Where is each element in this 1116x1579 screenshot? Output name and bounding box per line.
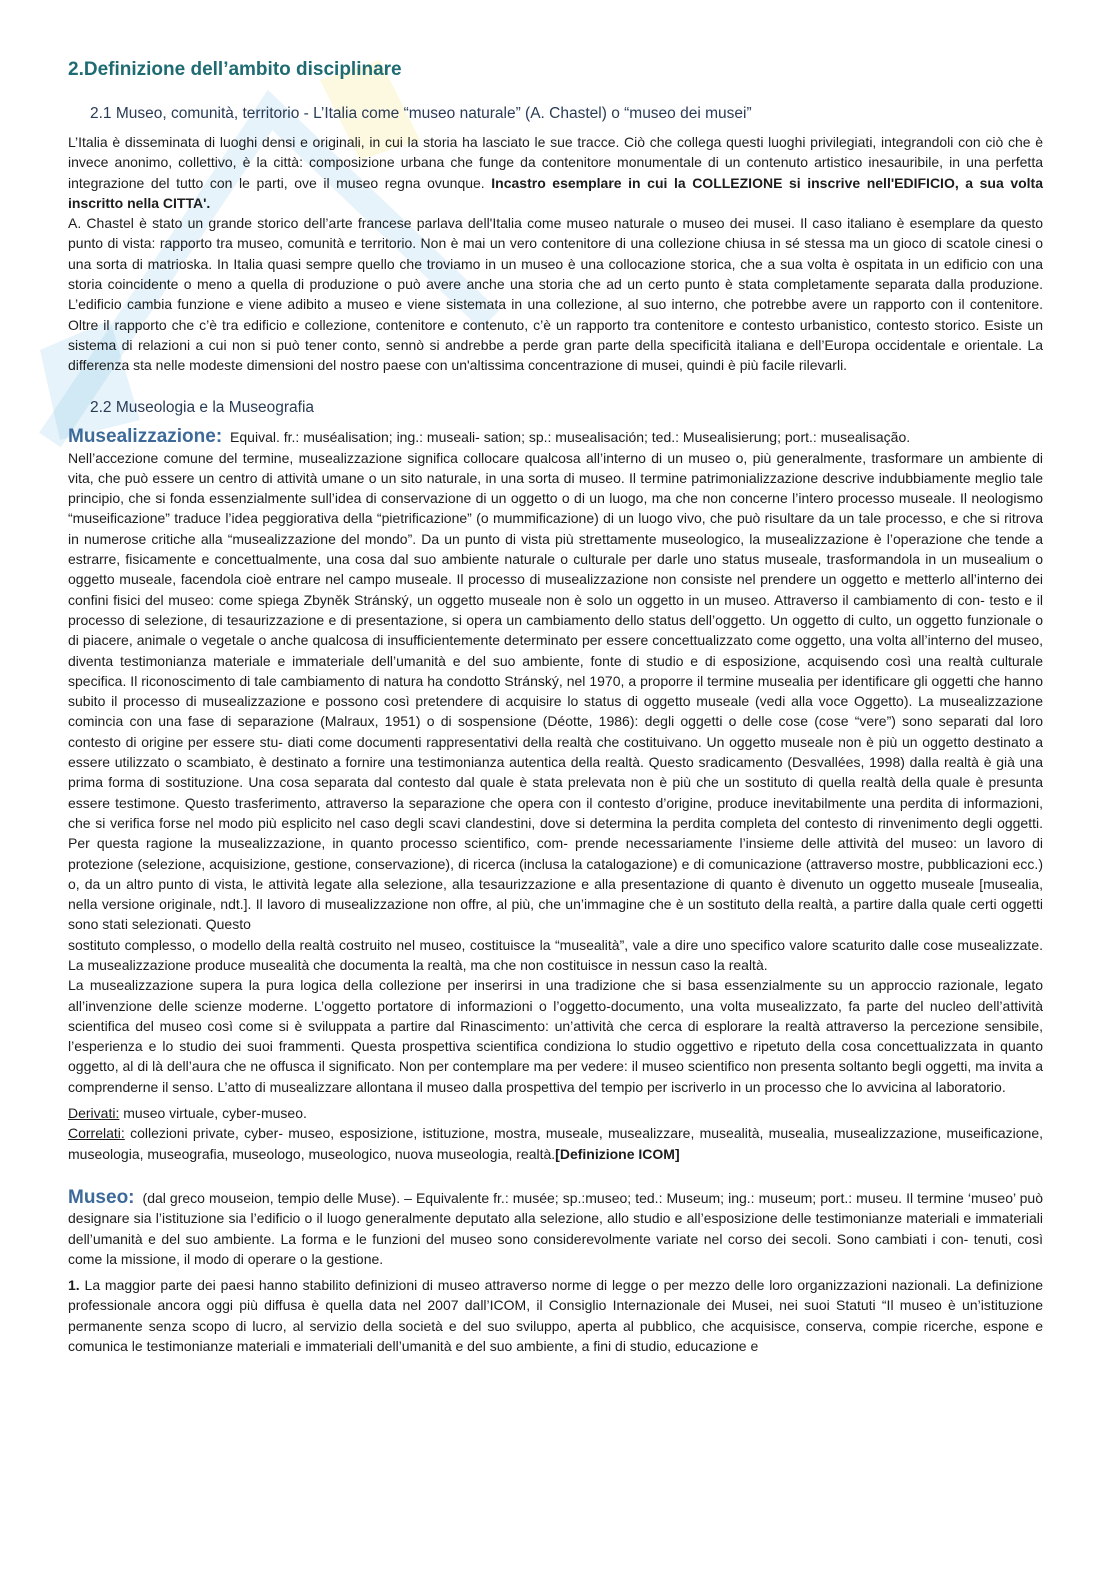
section-title: 2.Definizione dell’ambito disciplinare <box>68 59 402 80</box>
subsection-title-museo-comunita: 2.1 Museo, comunità, territorio - L’Italia come “museo naturale” (A. Chastel) o “museo dei musei” <box>90 105 752 122</box>
subsection-title-museologia: 2.2 Museologia e la Museografia <box>90 398 315 416</box>
museo-definition-text: (dal greco mouseion, tempio delle Muse). – Equivalente fr.: musée; sp.:museo; ted.: Museum; ing.: museum; port.: museu. Il termine ‘museo’ può designare sia l’istituzione sia l’edificio o il luogo generalmente deputato alla selezione, allo studio e all’esposizione delle testimonianze materiali e immateriali dell’umanità e del suo ambiente. La forma e le funzioni del museo sono considerevolmente variate nel corso dei secoli. Sono cambiati i con- tenuti, così come la missione, il modo di operare o la gestione. <box>68 1189 1043 1267</box>
paragraph-museo-point-1 <box>68 1275 1043 1356</box>
point-1-text: La maggior parte dei paesi hanno stabilito definizioni di museo attraverso norme di legge o per mezzo delle loro organizzazioni nazionali. La definizione professionale ancora oggi più diffusa è quella data nel 2007 dall’ICOM, il Consiglio Internazionale dei Musei, nei suoi Statuti “Il museo è un’istituzione permanente senza scopo di lucro, al servizio della società e del suo sviluppo, aperta al pubblico, che acquisisce, conserva, compie ricerche, espone e comunica le testimonianze materiali e immateriali dell’umanità e del suo ambiente, a fini di studio, educazione e <box>68 1277 1044 1355</box>
document-page <box>68 58 1043 1356</box>
correlati-text: collezioni private, cyber- museo, esposizione, istituzione, mostra, museale, musealizzare, musealità, musealia, musealizzazione, museificazione, museologia, museografia, museologo, museologico, nuova museologia, realtà. <box>68 1125 1044 1162</box>
paragraph-musealizzazione-3: La musealizzazione supera la pura logica della collezione per inserirsi in una tradizione che si basa essenzialmente su un approccio razionale, legato all’invenzione delle scienze moderne. L’oggetto portatore di informazioni o l’oggetto-documento, una volta musealizzato, fa parte del nucleo dell’attività scientifica del museo così come si è sviluppata a partire dal Rinascimento: un’attività che cerca di esplorare la realtà attraverso la percezione sensibile, l’esperienza e lo studio dei suoi frammenti. Questa prospettiva scientifica condiziona lo studio oggettivo e ripetuto della cosa concettualizzata in quanto oggetto, al di là dell’aura che ne offusca il significato. Non per contemplare ma per vedere: il museo scientifico non presenta soltanto begli oggetti, ma invita a comprenderne il senso. L’atto di musealizzare allontana il museo dalla prospettiva del tempio per iscriverlo in un processo che lo avvicina al laboratorio. <box>68 977 1043 1095</box>
musealizzazione-header <box>68 426 1043 448</box>
term-musealizzazione: Musealizzazione: <box>68 425 223 447</box>
musealizzazione-equivalents: Equival. fr.: muséalisation; ing.: museali- sation; sp.: musealisación; ted.: Musealisierung; port.: musealisação. <box>230 428 911 445</box>
paragraph-museo-definition <box>68 1188 1043 1269</box>
paragraph-chastel: A. Chastel è stato un grande storico dell’arte francese parlava dell'Italia come museo naturale o museo dei musei. Il caso italiano è esemplare da questo punto di vista: rapporto tra museo, comunità e territorio. Non è mai un vero contenitore di una collezione chiusa in sé stessa ma un gioco di scatole cinesi o una sorta di matrioska. In Italia quasi sempre quello che troviamo in un museo è una collocazione storica, che a sua volta è ospitata in un edificio con una storia coincidente o meno a quella di produzione o può avere anche una storia che ad un certo punto è stata completamente separata dalla produzione. L’edificio cambia funzione e viene adibito a museo e viene sistemata in una collezione, al suo interno, che potrebbe avere un rapporto con il contenitore. Oltre il rapporto che c’è tra edificio e collezione, contenitore e contenuto, c’è un rapporto tra contenitore e contesto urbanistico, contesto storico. Esiste un sistema di relazioni a cui non si può tener conto, sennò si andrebbe a perde gran parte della specificità italiana e dell’Europa occidentale e orientale. La differenza sta nelle modeste dimensioni del nostro paese con un'altissima concentrazione di musei, quindi è più facile rilevarli. <box>68 215 1043 374</box>
paragraph-italia <box>68 132 1043 213</box>
point-number: 1. <box>68 1277 80 1294</box>
correlati-label: Correlati: <box>68 1125 125 1142</box>
paragraph-italia-text: L’Italia è disseminata di luoghi densi e originali, in cui la storia ha lasciato le sue tracce. Ciò che collega questi luoghi privilegiati, integrandoli con ciò che è invece anonimo, collettivo, è la città: composizione urbana che funge da contenitore monumentale di un contenuto artistico inesauribile, in una perfetta integrazione del tutto con le parti, ove il museo regna ovunque. <box>68 134 1043 191</box>
paragraph-italia-bold: Incastro esemplare in cui la COLLEZIONE si inscrive nell'EDIFICIO, a sua volta inscritto nella CITTA'. <box>68 174 1044 211</box>
derivati-label: Derivati: <box>68 1105 120 1122</box>
correlati-line <box>68 1123 1043 1164</box>
paragraph-musealizzazione-2: sostituto complesso, o modello della realtà costruito nel museo, costituisce la “musealità”, vale a dire uno specifico valore scaturito dalle cose musealizzate. La musealizzazione produce musealità che documenta la realtà, ma che non costituisce in nessun caso la realtà. <box>68 936 1043 973</box>
correlati-source: [Definizione ICOM] <box>555 1145 680 1162</box>
derivati-text: museo virtuale, cyber-museo. <box>123 1105 307 1122</box>
derivati-line <box>68 1103 1043 1123</box>
term-museo: Museo: <box>68 1186 135 1208</box>
paragraph-musealizzazione-1: Nell’accezione comune del termine, musealizzazione significa collocare qualcosa all’interno di un museo o, più generalmente, trasformare un ambiente di vita, che può essere un centro di attività umane o un sito naturale, in una sorta di museo. Il termine patrimonializzazione descrive indubbiamente meglio tale principio, che si fonda essenzialmente sull’idea di conservazione di un oggetto o di un luogo, ma che non concerne l’intero processo museale. Il neologismo “museificazione” traduce l’idea peggiorativa della “pietrificazione” (o mummificazione) di un luogo vivo, che può risultare da un tale processo, e che si ritrova in numerose critiche alla “musealizzazione del mondo”. Da un punto di vista più strettamente museologico, la musealizzazione è l’operazione che tende a estrarre, fisicamente e concettualmente, una cosa dal suo ambiente naturale o culturale per darle uno status museale, trasformandola in un musealium o oggetto museale, facendola cioè entrare nel campo museale. Il processo di musealizzazione non consiste nel prendere un oggetto e metterlo all’interno dei confini fisici del museo: come spiega Zbyněk Stránský, un oggetto museale non è solo un oggetto in un museo. Attraverso il cambiamento di con- testo e il processo di selezione, di tesaurizzazione e di presentazione, si opera un cambiamento dello status dell’oggetto. Un oggetto di culto, un oggetto funzionale o di piacere, animale o vegetale o anche qualcosa di insufficientemente determinato per essere concettualizzato come oggetto, una volta all’interno del museo, diventa testimonianza materiale e immateriale dell’umanità e del suo ambiente, fonte di studio e di esposizione, acquisendo così una realtà culturale specifica. Il riconoscimento di tale cambiamento di natura ha condotto Stránský, nel 1970, a proporre il termine musealia per identificare gli oggetti che hanno subito il processo di musealizzazione e possono così pretendere di acquisire lo status di oggetto museale (vedi alla voce Oggetto). La musealizzazione comincia con una fase di separazione (Malraux, 1951) o di sospensione (Déotte, 1986): degli oggetti o delle cose (cose “vere”) sono separati dal loro contesto di origine per essere stu- diati come documenti rappresentativi della realtà che costituivano. Un oggetto museale non è più un oggetto destinato a essere utilizzato o scambiato, è destinato a fornire una testimonianza autentica della realtà. Questo sradicamento (Desvallées, 1998) dalla realtà è già una prima forma di sostituzione. Una cosa separata dal contesto dal quale è stata prelevata non è più che un sostituto di quella realtà della quale è presunta essere testimone. Questo trasferimento, attraverso la separazione che opera con il contesto d’origine, produce inevitabilmente una perdita di informazioni, che si verifica forse nel modo più esplicito nel caso degli scavi clandestini, dove si determina la perdita completa del contesto di rinvenimento degli oggetti. Per questa ragione la musealizzazione, in quanto processo scientifico, com- prende necessariamente l’insieme delle attività del museo: un lavoro di protezione (selezione, acquisizione, gestione, conservazione), di ricerca (inclusa la catalogazione) e di comunicazione (attraverso mostre, pubblicazioni ecc.) o, da un altro punto di vista, le attività legate alla selezione, alla tesaurizzazione e alla presentazione di quanto è divenuto un oggetto museale [musealia, nella versione originale, ndt.]. Il lavoro di musealizzazione non offre, al più, che un’immagine che è un sostituto della realtà, a partire dalla quale certi oggetti sono stati selezionati. Questo <box>68 449 1043 933</box>
